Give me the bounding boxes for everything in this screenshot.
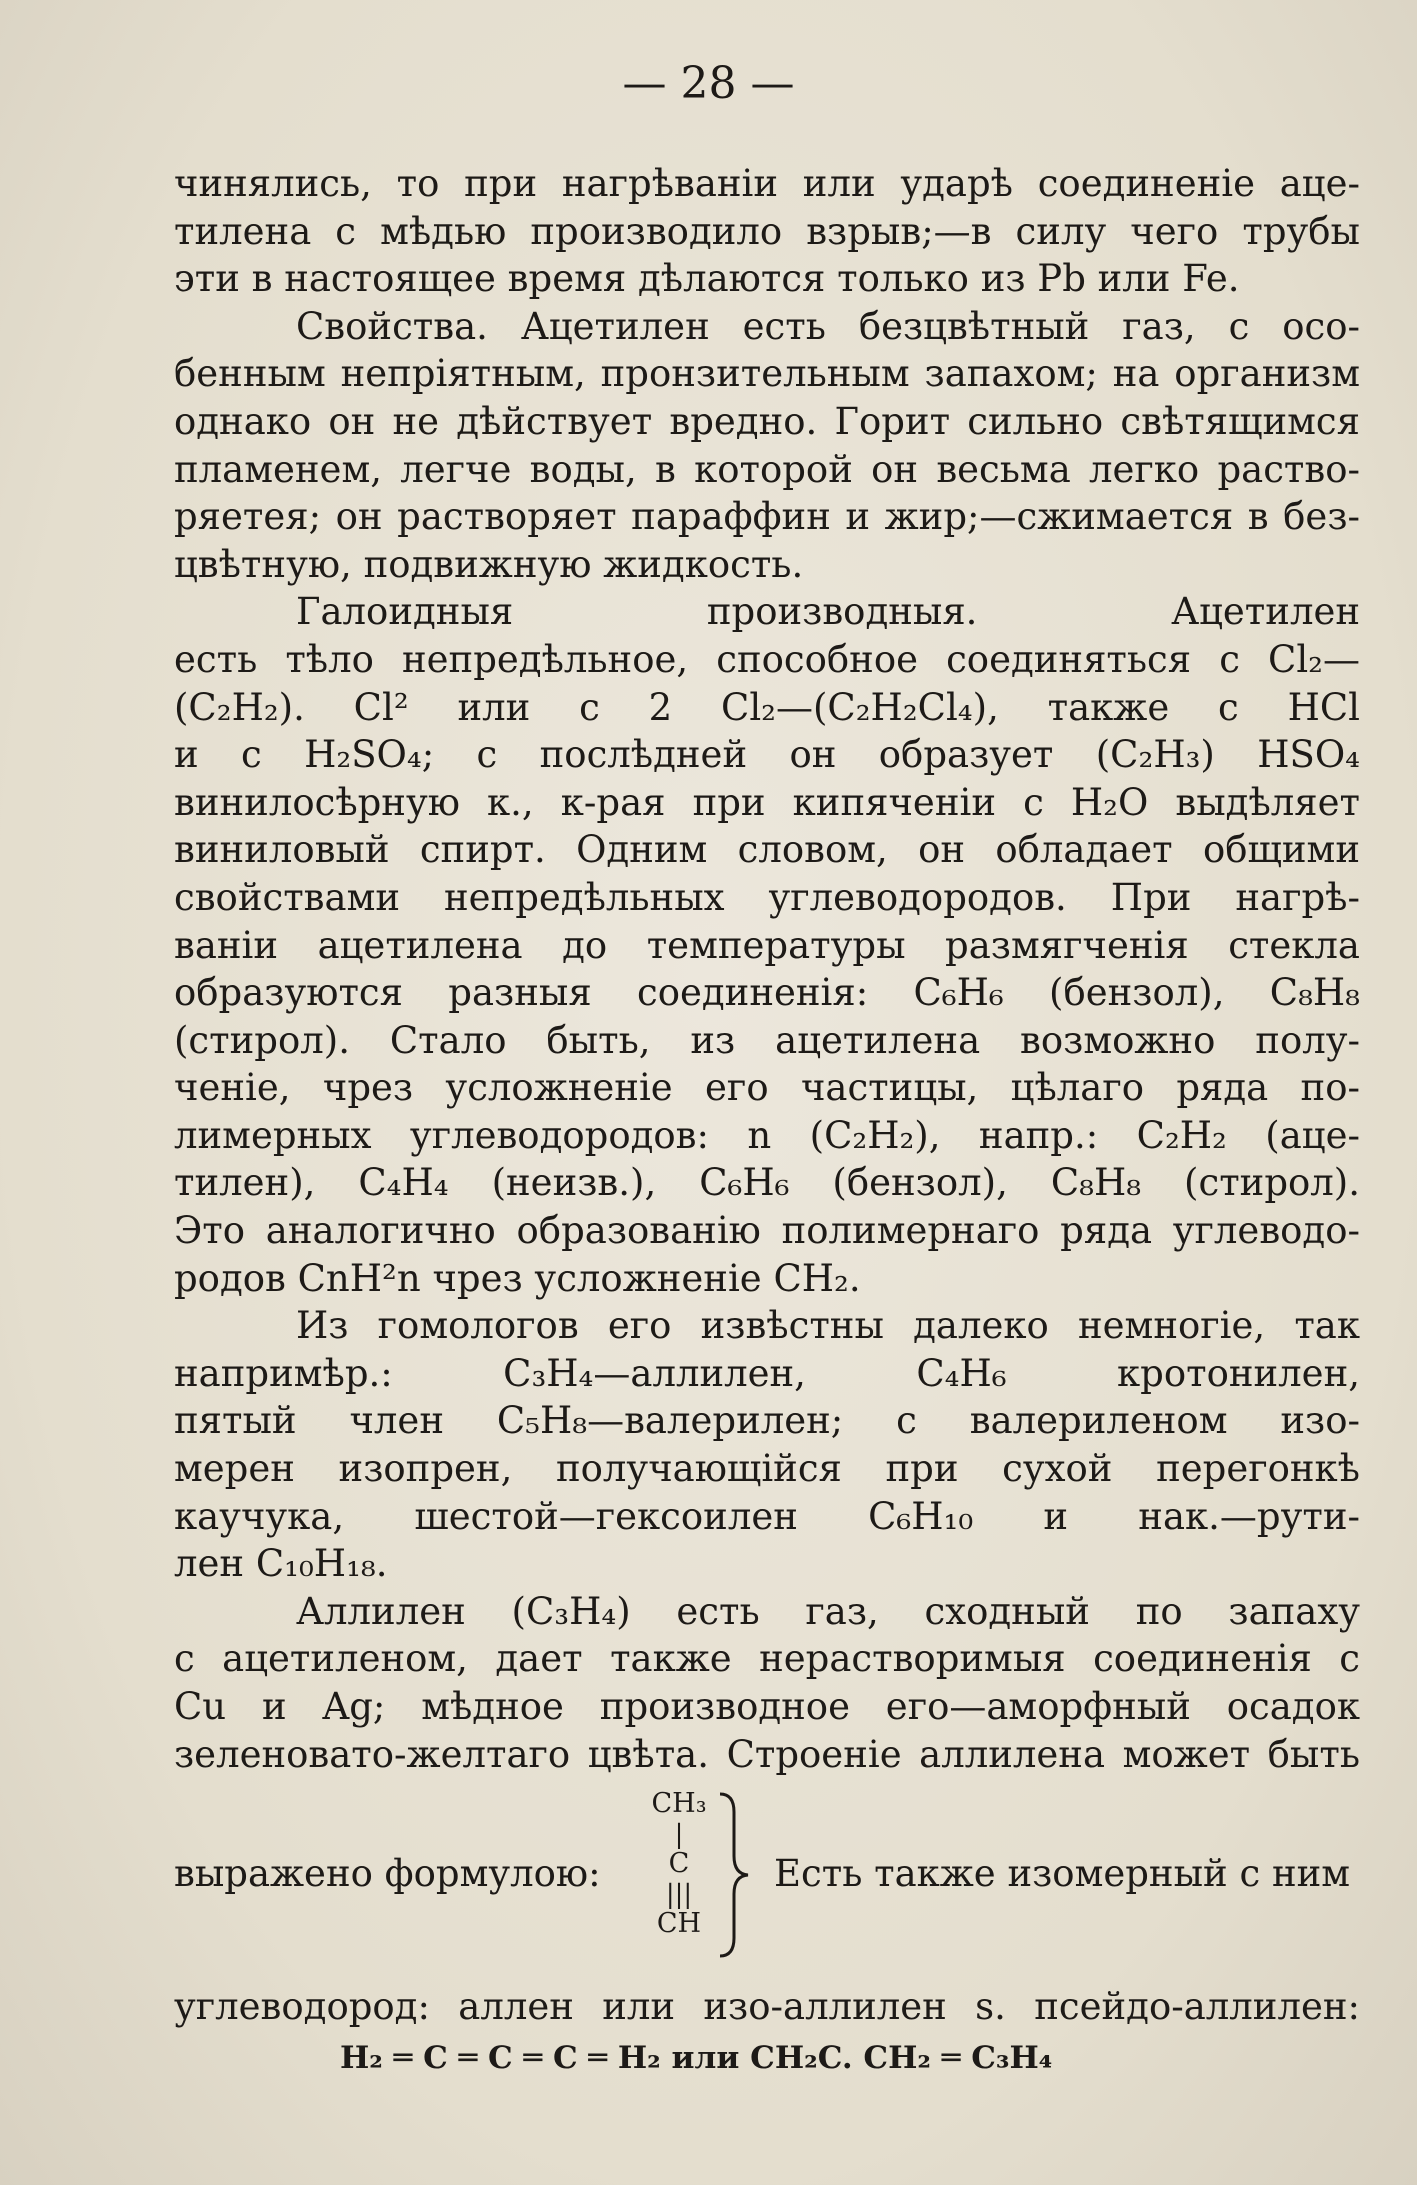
text-line: с ацетиленом, дает также нерастворимыя соединенія с: [174, 1637, 1360, 1681]
text-line: Аллилен (C₃H₄) есть газ, сходный по запаху: [296, 1589, 1360, 1633]
text-line: родов CnH²n чрез усложненіе CH₂.: [174, 1256, 861, 1300]
text-line: (стирол). Стало быть, из ацетилена возможно полу-: [174, 1018, 1360, 1062]
text-line-bottom: углеводород: аллен или изо-аллилен s. псейдо-аллилен:: [174, 1985, 1360, 2028]
text-line: лен C₁₀H₁₈.: [174, 1542, 388, 1586]
text-line: винилосѣрную к., к-рая при кипяченіи с H₂O выдѣляет: [174, 780, 1360, 824]
text-line: Галоидныя производныя. Ацетилен: [296, 590, 1360, 634]
text-line: цвѣтную, подвижную жидкость.: [174, 542, 804, 586]
text-line: образуются разныя соединенія: C₆H₆ (бензол), C₈H₈: [174, 971, 1360, 1015]
text-line: виниловый спирт. Одним словом, он обладает общими: [174, 828, 1360, 872]
formula-tail-text: Есть также изомерный с ним: [774, 1852, 1351, 1895]
text-line: ченіе, чрез усложненіе его частицы, цѣлаго ряда по-: [174, 1066, 1360, 1110]
structural-formula-block: [174, 1790, 1360, 1970]
text-line: и с H₂SO₄; с послѣдней он образует (C₂H₃) HSO₄: [174, 733, 1360, 777]
body-text: [174, 160, 1360, 1778]
allene-formula: H₂ ═ C ═ C ═ C ═ H₂ или CH₂C. CH₂ ═ C₃H₄: [340, 2040, 1053, 2076]
text-line: лимерных углеводородов: n (C₂H₂), напр.: C₂H₂ (аце-: [174, 1113, 1360, 1157]
formula-middle-atom: C: [668, 1848, 690, 1879]
text-line: есть тѣло непредѣльное, способное соединяться с Cl₂—: [174, 637, 1360, 681]
formula-bottom-group: CH: [656, 1908, 702, 1939]
text-line: Из гомологов его извѣстны далеко немногіе, так: [296, 1304, 1360, 1348]
text-line: Cu и Ag; мѣдное производное его—аморфный осадок: [174, 1685, 1360, 1728]
text-line: чинялись, то при нагрѣваніи или ударѣ соединеніе аце-: [174, 162, 1360, 205]
curly-brace-icon: [714, 1790, 754, 1960]
page-number: — 28 —: [622, 58, 795, 109]
text-line: Свойства. Ацетилен есть безцвѣтный газ, с осо-: [296, 304, 1360, 348]
single-bond: |: [674, 1820, 684, 1850]
text-line: однако он не дѣйствует вредно. Горит сильно свѣтящимся: [174, 399, 1360, 443]
text-line: пятый член C₅H₈—валерилен; с валериленом изо-: [174, 1399, 1360, 1443]
triple-bond: |||: [665, 1880, 693, 1910]
text-line: свойствами непредѣльных углеводородов. При нагрѣ-: [174, 875, 1360, 919]
text-line: ваніи ацетилена до температуры размягченія стекла: [174, 923, 1360, 967]
text-line: ряетея; он растворяет параффин и жир;—сжимается в без-: [174, 495, 1360, 539]
text-line: (C₂H₂). Cl² или с 2 Cl₂—(C₂H₂Cl₄), также с HCl: [174, 685, 1360, 729]
text-line: зеленовато-желтаго цвѣта. Строеніе аллилена может быть: [174, 1732, 1360, 1776]
text-line: каучука, шестой—гексоилен C₆H₁₀ и нак.—рути-: [174, 1494, 1360, 1538]
text-line: пламенем, легче воды, в которой он весьма легко раство-: [174, 447, 1360, 491]
text-line: эти в настоящее время дѣлаются только из Pb или Fe.: [174, 257, 1240, 301]
text-line: напримѣр.: C₃H₄—аллилен, C₄H₆ кротонилен,: [174, 1351, 1360, 1395]
text-line: тилена с мѣдью производило взрыв;—в силу чего трубы: [174, 209, 1360, 253]
text-line: тилен), C₄H₄ (неизв.), C₆H₆ (бензол), C₈H₈ (стирол).: [174, 1161, 1360, 1205]
formula-lead-text: выражено формулою:: [174, 1852, 601, 1895]
allylene-structural-formula: [644, 1790, 714, 1942]
text-line: мерен изопрен, получающійся при сухой перегонкѣ: [174, 1447, 1360, 1491]
formula-top-group: CH₃: [651, 1788, 707, 1819]
text-line: бенным непріятным, пронзительным запахом; на организм: [174, 352, 1360, 396]
text-line: Это аналогично образованію полимернаго ряда углеводо-: [174, 1209, 1360, 1253]
